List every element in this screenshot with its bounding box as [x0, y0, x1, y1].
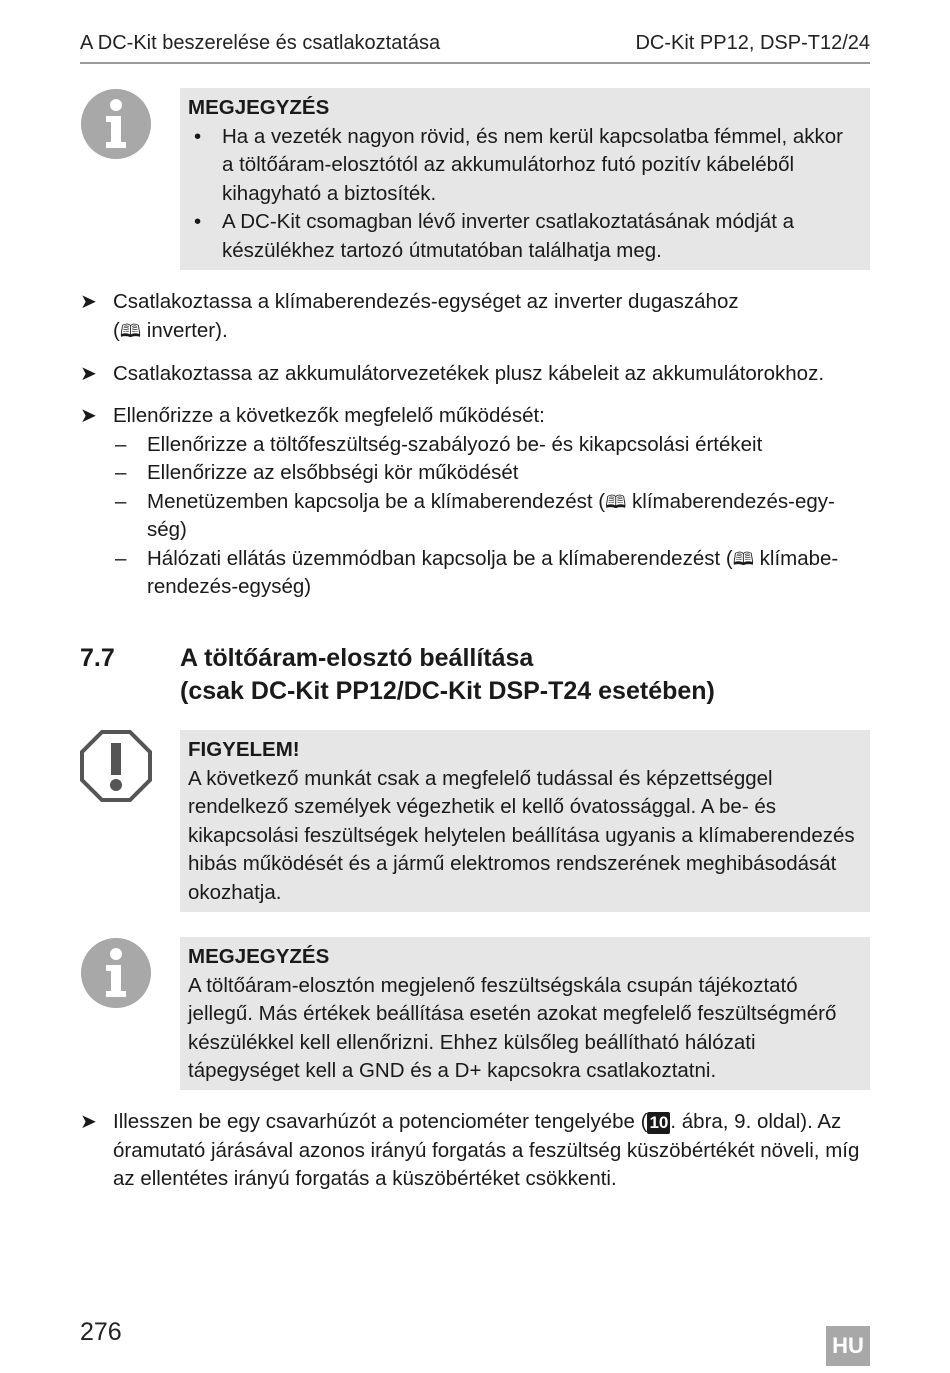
note-box-2	[180, 937, 870, 1090]
figure-reference-badge: 10	[649, 1113, 669, 1132]
note-box-1	[180, 88, 870, 270]
info-icon	[80, 937, 152, 1009]
step-connect-climate-unit	[80, 288, 870, 345]
page-header	[80, 30, 870, 64]
check-item-3-text: Menetüzemben kapcsolja be a klímaberendezést (	[147, 489, 606, 513]
check-item-3	[80, 488, 870, 545]
language-badge: HU	[826, 1326, 870, 1366]
book-icon: 🕮	[605, 491, 627, 512]
step-text-ref: inverter).	[141, 318, 228, 342]
step-text: Csatlakoztassa az akkumulátorvezetékek plusz kábeleit az akkumulátorokhoz.	[113, 362, 825, 385]
check-item-4-text: Hálózati ellátás üzemmódban kapcsolja be a klímaberendezést (	[147, 546, 733, 570]
step-arrow-icon: ➤	[80, 1111, 97, 1133]
warning-icon	[80, 730, 152, 802]
step-arrow-icon: ➤	[80, 363, 97, 385]
step-text-paren: (	[113, 318, 120, 342]
step-check-operation	[80, 402, 870, 602]
note-title: MEGJEGYZÉS	[188, 96, 330, 119]
header-product-name: DC-Kit PP12, DSP-T12/24	[635, 32, 870, 54]
step-text: Ellenőrizze a következők megfelelő működését:	[113, 404, 545, 427]
header-chapter-title: A DC-Kit beszerelése és csatlakoztatása	[80, 32, 441, 54]
info-icon	[80, 88, 152, 160]
check-item-3-ref-end: ség)	[147, 518, 187, 541]
section-title-line-2: (csak DC-Kit PP12/DC-Kit DSP-T24 esetében)	[180, 677, 715, 705]
note-title: MEGJEGYZÉS	[188, 945, 330, 968]
warning-title: FIGYELEM!	[188, 738, 300, 761]
check-item-4-ref-end: rendezés-egység)	[147, 575, 312, 598]
section-title-line-1: A töltőáram-elosztó beállítása	[180, 644, 534, 672]
note-list	[188, 123, 860, 266]
section-number: 7.7	[80, 644, 115, 672]
step-arrow-icon: ➤	[80, 291, 97, 313]
check-item-3-ref: klímaberendezés-egy-	[626, 489, 835, 513]
note-block-1	[80, 88, 870, 270]
book-icon: 🕮	[119, 320, 142, 341]
step-arrow-icon: ➤	[80, 405, 97, 427]
check-list	[80, 431, 870, 602]
check-item-4	[80, 545, 870, 602]
check-item-4-ref: klímabe-	[753, 546, 839, 570]
warning-box	[180, 730, 870, 912]
note-text: A töltőáram-elosztón megjelenő feszültségskála csupán tájékoztató jellegű. Más értékek beállítása esetén azokat megfelelő feszültségmérő készülékkel kell ellenőrizni. Ehhez külsőleg beállítható hálózati tápegységet kell a GND és a D+ kapcsokra csatlakoztatni.	[188, 973, 837, 1082]
step-text-continued: . ábra, 9. oldal). Az óramutató járásával azonos irányú forgatás a feszültség küszöbértékét növeli, míg az ellentétes irányú forgatás a küszöbértéket csökkenti.	[113, 1110, 860, 1190]
step-adjust-potentiometer	[80, 1108, 870, 1194]
warning-block	[80, 730, 870, 912]
step-text: Csatlakoztassa a klímaberendezés-egységet az inverter dugaszához	[113, 290, 739, 313]
note-block-2	[80, 937, 870, 1090]
note-item-1: • Ha a vezeték nagyon rövid, és nem kerül kapcsolatba fémmel, akkor a töltőáram-elosztótól az akkumulátorhoz futó pozitív kábeléből kihagyható a biztosíték.	[188, 123, 860, 209]
page-number: 276	[80, 1318, 122, 1346]
check-item-1: – Ellenőrizze a töltőfeszültség-szabályozó be- és kikapcsolási értékeit	[80, 431, 870, 460]
step-text: Illesszen be egy csavarhúzót a potenciométer tengelyébe (	[113, 1110, 648, 1133]
section-heading	[80, 642, 870, 708]
book-icon: 🕮	[732, 548, 754, 569]
warning-text: A következő munkát csak a megfelelő tudással és képzettséggel rendelkező személyek végezhetik el kellő óvatossággal. A be- és kikapcsolási feszültségek helytelen beállítása ugyanis a klímaberendezés hibás működését és a jármű elektromos rendszerének meghibásodását okozhatja.	[188, 766, 855, 904]
note-item-2: • A DC-Kit csomagban lévő inverter csatlakoztatásának módját a készülékhez tartozó útmutatóban találhatja meg.	[188, 208, 860, 265]
check-item-2: – Ellenőrizze az elsőbbségi kör működését	[80, 459, 870, 488]
step-connect-battery-cables	[80, 360, 870, 389]
